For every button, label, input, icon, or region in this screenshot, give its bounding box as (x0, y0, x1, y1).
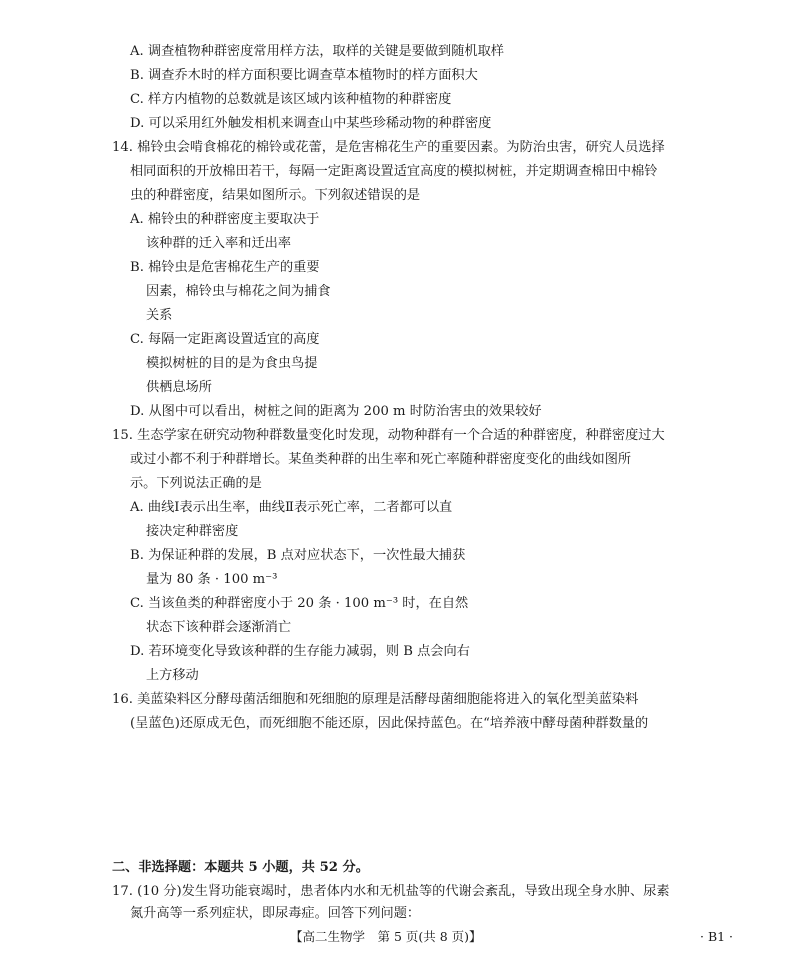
q14-option-b-line2: 因素，棉铃虫与棉花之间为捕食 (146, 284, 331, 299)
q13-option-c: C. 样方内植物的总数就是该区域内该种植物的种群密度 (130, 92, 452, 107)
q15-option-b-line2: 量为 80 条 · 100 m⁻³ (146, 572, 278, 587)
q14-option-b-line1: B. 棉铃虫是危害棉花生产的重要 (130, 260, 320, 275)
q14-option-d: D. 从图中可以看出，树桩之间的距离为 200 m 时防治害虫的效果较好 (130, 404, 542, 419)
q15-stem-line2: 或过小都不利于种群增长。某鱼类种群的出生率和死亡率随种群密度变化的曲线如图所 (130, 452, 632, 467)
q13-option-d: D. 可以采用红外触发相机来调查山中某些珍稀动物的种群密度 (130, 116, 492, 131)
q17-line1: 17. (10 分)发生肾功能衰竭时，患者体内水和无机盐等的代谢会紊乱，导致出现全身水肿、尿素 (112, 884, 670, 899)
q14-stem-line1: 14. 棉铃虫会啃食棉花的棉铃或花蕾，是危害棉花生产的重要因素。为防治虫害，研究人员选择 (112, 140, 665, 155)
density-bar-chart (345, 200, 715, 340)
q14-option-c-line2: 模拟树桩的目的是为食虫鸟提 (146, 356, 318, 371)
q13-option-b: B. 调查乔木时的样方面积要比调查草本植物时的样方面积大 (130, 68, 478, 83)
section-2-heading: 二、非选择题：本题共 5 小题，共 52 分。 (112, 860, 369, 875)
q15-option-a-line2: 接决定种群密度 (146, 524, 239, 539)
q15-stem-line1: 15. 生态学家在研究动物种群数量变化时发现，动物种群有一个合适的种群密度，种群密度过大 (112, 428, 665, 443)
q15-option-c-line2: 状态下该种群会逐渐消亡 (146, 620, 292, 635)
q14-option-a-line2: 该种群的迁入率和迁出率 (146, 236, 292, 251)
q14-option-b-line3: 关系 (146, 308, 173, 323)
q13-option-a: A. 调查植物种群密度常用样方法，取样的关键是要做到随机取样 (130, 44, 504, 59)
q16-stem-line2: (呈蓝色)还原成无色，而死细胞不能还原，因此保持蓝色。在“培养液中酵母菌种群数量的 (130, 716, 649, 731)
q16-stem-line1: 16. 美蓝染料区分酵母菌活细胞和死细胞的原理是活酵母菌细胞能将进入的氧化型美蓝染料 (112, 692, 639, 707)
q14-option-a-line1: A. 棉铃虫的种群密度主要取决于 (130, 212, 320, 227)
footer-code: · B1 · (700, 929, 734, 944)
q15-option-b-line1: B. 为保证种群的发展，B 点对应状态下，一次性最大捕获 (130, 548, 466, 563)
q17-line2: 氮升高等一系列症状，即尿毒症。回答下列问题： (130, 906, 421, 921)
q15-option-d-line2: 上方移动 (146, 668, 199, 683)
q14-stem-line2: 相同面积的开放棉田若干，每隔一定距离设置适宜高度的模拟树桩，并定期调查棉田中棉铃 (130, 164, 658, 179)
q14-option-c-line1: C. 每隔一定距离设置适宜的高度 (130, 332, 320, 347)
q15-option-d-line1: D. 若环境变化导致该种群的生存能力减弱，则 B 点会向右 (130, 644, 470, 659)
birth-death-rate-chart (495, 430, 715, 560)
q14-stem-line3: 虫的种群密度，结果如图所示。下列叙述错误的是 (130, 188, 421, 203)
q15-option-c-line1: C. 当该鱼类的种群密度小于 20 条 · 100 m⁻³ 时，在自然 (130, 596, 469, 611)
q14-option-c-line3: 供栖息场所 (146, 380, 212, 395)
footer-title: 【高二生物学 第 5 页(共 8 页)】 (290, 929, 482, 944)
q15-option-a-line1: A. 曲线Ⅰ表示出生率，曲线Ⅱ表示死亡率，二者都可以直 (130, 500, 453, 515)
q15-stem-line3: 示。下列说法正确的是 (130, 476, 262, 491)
